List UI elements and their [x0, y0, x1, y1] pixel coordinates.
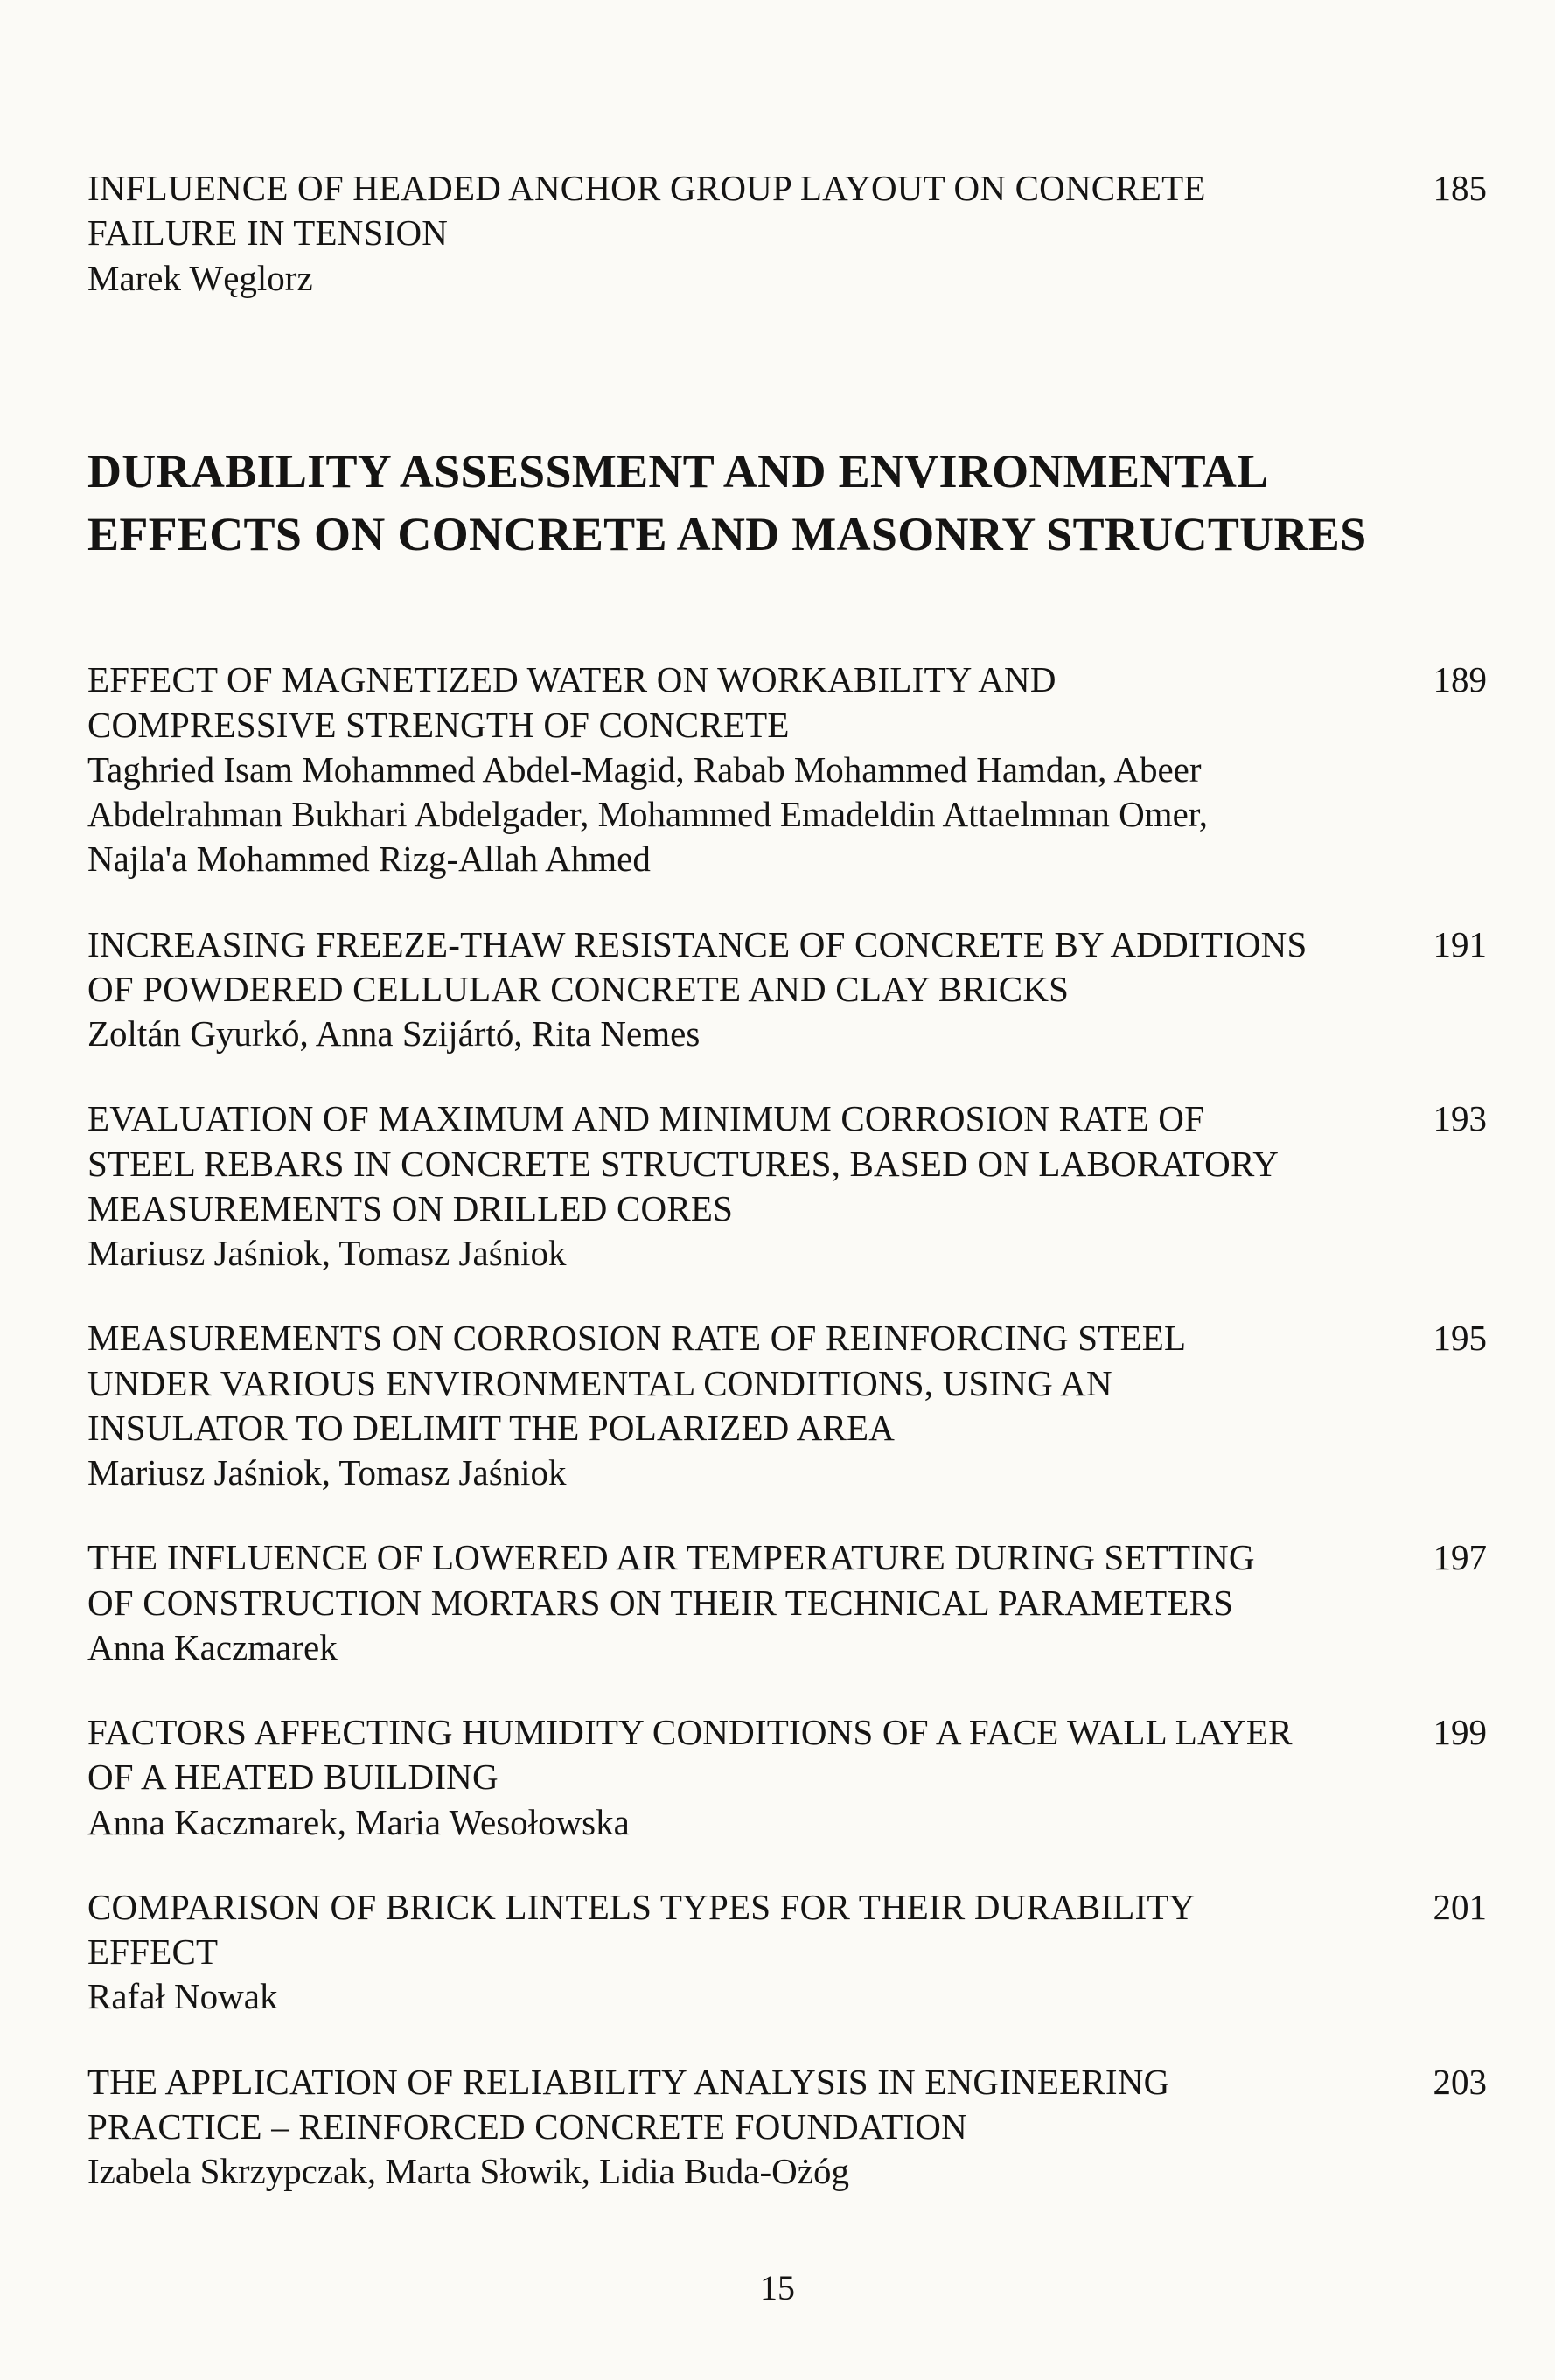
page-footer-number: 15 [760, 2268, 795, 2307]
entry-title: THE APPLICATION OF RELIABILITY ANALYSIS IN ENGINEERING PRACTICE – REINFORCED CONCRETE FOUNDATION [87, 2061, 1170, 2147]
entry-title: THE INFLUENCE OF LOWERED AIR TEMPERATURE DURING SETTING OF CONSTRUCTION MORTARS ON THEIR TECHNICAL PARAMETERS [87, 1537, 1255, 1623]
entry-authors: Izabela Skrzypczak, Marta Słowik, Lidia Buda-Ożóg [87, 2151, 849, 2192]
toc-entry [87, 922, 1487, 1057]
toc-entry [87, 1710, 1487, 1845]
entry-body [87, 1316, 1307, 1495]
entry-page-number: 203 [1433, 2061, 1487, 2102]
entry-title: FACTORS AFFECTING HUMIDITY CONDITIONS OF A FACE WALL LAYER OF A HEATED BUILDING [87, 1712, 1293, 1798]
toc-entry [87, 658, 1487, 881]
entry-page-number: 191 [1433, 923, 1487, 964]
entry-authors: Marek Węglorz [87, 257, 313, 298]
toc-content [87, 166, 1487, 2234]
entry-title: INCREASING FREEZE-THAW RESISTANCE OF CONCRETE BY ADDITIONS OF POWDERED CELLULAR CONCRETE AND CLAY BRICKS [87, 923, 1307, 1009]
entry-body [87, 1710, 1307, 1845]
section-heading-line-1: DURABILITY ASSESSMENT AND ENVIRONMENTAL [87, 444, 1269, 498]
entry-body [87, 1096, 1307, 1276]
toc-entry [87, 1885, 1487, 2020]
toc-entry [87, 1316, 1487, 1495]
entry-authors: Zoltán Gyurkó, Anna Szijártó, Rita Nemes [87, 1013, 701, 1054]
entry-body [87, 922, 1307, 1057]
entry-body [87, 658, 1307, 881]
entry-authors: Mariusz Jaśniok, Tomasz Jaśniok [87, 1452, 567, 1493]
entry-page-number: 189 [1433, 659, 1487, 700]
entry-page-number: 195 [1433, 1318, 1487, 1359]
entry-page-number: 197 [1433, 1537, 1487, 1578]
entry-page-number: 193 [1433, 1098, 1487, 1139]
toc-entry [87, 2060, 1487, 2195]
entry-authors: Anna Kaczmarek [87, 1626, 338, 1667]
entry-body [87, 166, 1307, 301]
entry-title: MEASUREMENTS ON CORROSION RATE OF REINFORCING STEEL UNDER VARIOUS ENVIRONMENTAL CONDITIONS, USING AN INSULATOR TO DELIMIT THE POLARIZED AREA [87, 1318, 1185, 1448]
toc-entry [87, 166, 1487, 301]
entry-authors: Taghried Isam Mohammed Abdel-Magid, Rabab Mohammed Hamdan, Abeer Abdelrahman Bukhari Abdelgader, Mohammed Emadeldin Attaelmnan Omer, Najla'a Mohammed Rizg-Allah Ahmed [87, 748, 1209, 880]
entry-body [87, 1535, 1307, 1670]
entry-authors: Anna Kaczmarek, Maria Wesołowska [87, 1801, 630, 1842]
entry-page-number: 199 [1433, 1712, 1487, 1753]
entry-title: INFLUENCE OF HEADED ANCHOR GROUP LAYOUT ON CONCRETE FAILURE IN TENSION [87, 168, 1206, 254]
entry-title: COMPARISON OF BRICK LINTELS TYPES FOR THEIR DURABILITY EFFECT [87, 1886, 1194, 1973]
entry-body [87, 2060, 1307, 2195]
section-heading-line-2: EFFECTS ON CONCRETE AND MASONRY STRUCTURES [87, 507, 1367, 560]
entry-title: EFFECT OF MAGNETIZED WATER ON WORKABILITY AND COMPRESSIVE STRENGTH OF CONCRETE [87, 659, 1056, 745]
entry-authors: Mariusz Jaśniok, Tomasz Jaśniok [87, 1233, 567, 1274]
entry-authors: Rafał Nowak [87, 1976, 278, 2017]
toc-entry [87, 1535, 1487, 1670]
section-heading [87, 441, 1487, 567]
entry-page-number: 201 [1433, 1886, 1487, 1927]
entry-page-number: 185 [1433, 168, 1487, 208]
entry-body [87, 1885, 1307, 2020]
toc-entry [87, 1096, 1487, 1276]
entry-title: EVALUATION OF MAXIMUM AND MINIMUM CORROSION RATE OF STEEL REBARS IN CONCRETE STRUCTURES, BASED ON LABORATORY MEASUREMENTS ON DRILLED CORES [87, 1098, 1278, 1228]
